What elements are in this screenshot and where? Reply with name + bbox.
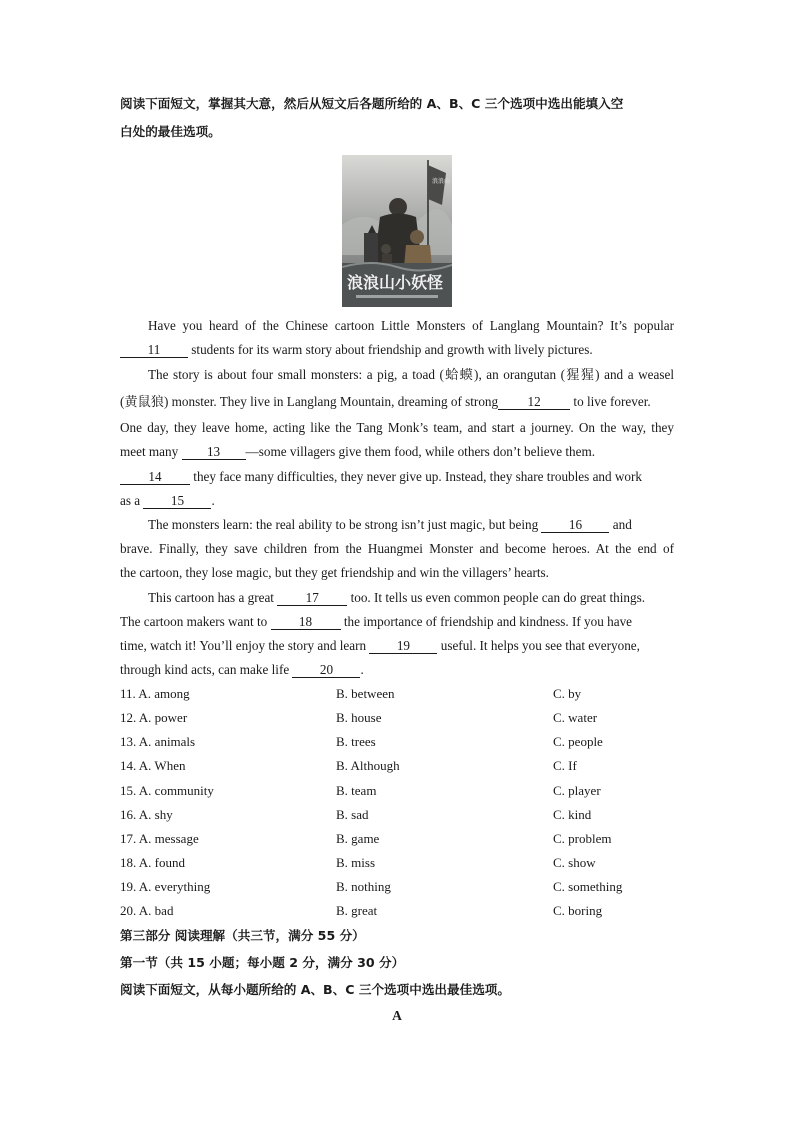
passage-text: meet many (120, 444, 182, 459)
option-18-a[interactable]: 18. A. found (120, 855, 185, 870)
option-19-b[interactable]: B. nothing (336, 879, 391, 894)
passage-p2-line-5 (120, 468, 674, 486)
option-17-a[interactable]: 17. A. message (120, 831, 199, 846)
passage-text: useful. It helps you see that everyone, (437, 638, 640, 653)
passage-p4-line-4 (120, 661, 674, 679)
blank-18[interactable]: 18 (271, 614, 341, 630)
option-row-14 (120, 757, 680, 775)
option-row-17 (120, 830, 680, 848)
option-15-a[interactable]: 15. A. community (120, 783, 214, 798)
passage-text: as a (120, 493, 144, 508)
cartoon-poster-image (342, 155, 452, 307)
option-17-c[interactable]: C. problem (553, 831, 612, 846)
blank-15[interactable]: 15 (143, 493, 211, 509)
blank-11[interactable]: 11 (120, 342, 188, 358)
passage-text: students for its warm story about friendship and growth with lively pictures. (188, 342, 593, 357)
passage-p2-line-2 (120, 393, 674, 411)
option-20-c[interactable]: C. boring (553, 903, 603, 918)
option-13-c[interactable]: C. people (553, 734, 603, 749)
passage-text: through kind acts, can make life (120, 662, 293, 677)
blank-16[interactable]: 16 (541, 517, 609, 533)
passage-p4-line-1 (148, 589, 674, 607)
passage-letter-heading: A (392, 1008, 402, 1023)
passage-p2-line-4 (120, 443, 674, 461)
poster-sign-text: 浪浪山 (432, 178, 451, 185)
option-11-c[interactable]: C. by (553, 686, 582, 701)
option-13-b[interactable]: B. trees (336, 734, 376, 749)
passage-text: The cartoon makers want to (120, 614, 271, 629)
blank-19[interactable]: 19 (369, 638, 437, 654)
option-19-c[interactable]: C. something (553, 879, 623, 894)
option-row-16 (120, 806, 680, 824)
option-12-a[interactable]: 12. A. power (120, 710, 188, 725)
blank-17[interactable]: 17 (277, 590, 347, 606)
passage-text: to live forever. (570, 394, 651, 409)
option-14-a[interactable]: 14. A. When (120, 758, 186, 773)
passage-p2-line-3: One day, they leave home, acting like the Tang Monk’s team, and start a journey. On the way, they (120, 420, 674, 435)
option-18-b[interactable]: B. miss (336, 855, 376, 870)
passage-p2-line-6 (120, 492, 674, 510)
option-16-b[interactable]: B. sad (336, 807, 369, 822)
instruction-line-2: 白处的最佳选项。 (120, 124, 221, 139)
poster-illustration (342, 155, 452, 307)
option-11-b[interactable]: B. between (336, 686, 395, 701)
blank-12[interactable]: 12 (498, 394, 570, 410)
passage-p2-line-1: The story is about four small monsters: a pig, a toad (蛤蟆), an orangutan (猩猩) and a weasel (148, 367, 674, 382)
passage-p3-line-2: brave. Finally, they save children from the Huangmei Monster and become heroes. At the end of (120, 541, 674, 556)
passage-text: they face many difficulties, they never give up. Instead, they share troubles and work (190, 469, 643, 484)
option-20-b[interactable]: B. great (336, 903, 378, 918)
passage-p3-line-3: the cartoon, they lose magic, but they get friendship and win the villagers’ hearts. (120, 565, 549, 580)
option-row-18 (120, 854, 680, 872)
option-20-a[interactable]: 20. A. bad (120, 903, 174, 918)
option-row-15 (120, 782, 680, 800)
passage-text: —some villagers give them food, while others don’t believe them. (245, 444, 596, 459)
passage-text: too. It tells us even common people can do great things. (347, 590, 646, 605)
option-15-c[interactable]: C. player (553, 783, 601, 798)
option-14-b[interactable]: B. Although (336, 758, 400, 773)
passage-text: . (211, 493, 215, 508)
passage-text: (黄鼠狼) monster. They live in Langlang Mountain, dreaming of strong (120, 394, 499, 409)
option-row-12 (120, 709, 680, 727)
option-18-c[interactable]: C. show (553, 855, 596, 870)
option-11-a[interactable]: 11. A. among (120, 686, 190, 701)
passage-text: the importance of friendship and kindness. If you have (340, 614, 633, 629)
option-12-b[interactable]: B. house (336, 710, 382, 725)
option-row-11 (120, 685, 680, 703)
passage-text: . (360, 662, 364, 677)
option-15-b[interactable]: B. team (336, 783, 377, 798)
instruction-line-1: 阅读下面短文，掌握其大意，然后从短文后各题所给的 A、B、C 三个选项中选出能填入空 (120, 96, 624, 111)
section1-heading: 第一节（共 15 小题；每小题 2 分，满分 30 分） (120, 955, 405, 970)
option-12-c[interactable]: C. water (553, 710, 598, 725)
option-13-a[interactable]: 13. A. animals (120, 734, 196, 749)
passage-text: This cartoon has a great (148, 590, 278, 605)
option-row-20 (120, 902, 680, 920)
option-19-a[interactable]: 19. A. everything (120, 879, 211, 894)
section1-instruction: 阅读下面短文，从每小题所给的 A、B、C 三个选项中选出最佳选项。 (120, 982, 510, 997)
option-17-b[interactable]: B. game (336, 831, 380, 846)
option-row-19 (120, 878, 680, 896)
passage-p4-line-3 (120, 637, 674, 655)
passage-text: time, watch it! You’ll enjoy the story and learn (120, 638, 370, 653)
passage-p1-line-2 (120, 341, 674, 359)
part3-heading: 第三部分 阅读理解（共三节，满分 55 分） (120, 928, 365, 943)
passage-p1-line-1: Have you heard of the Chinese cartoon Little Monsters of Langlang Mountain? It’s popular (148, 318, 674, 333)
poster-title-text: 浪浪山小妖怪 (347, 273, 444, 292)
passage-p4-line-2 (120, 613, 674, 631)
passage-text: The monsters learn: the real ability to be strong isn’t just magic, but being (148, 517, 542, 532)
option-16-a[interactable]: 16. A. shy (120, 807, 173, 822)
blank-13[interactable]: 13 (182, 444, 246, 460)
passage-text: and (609, 517, 632, 532)
blank-14[interactable]: 14 (120, 469, 190, 485)
option-row-13 (120, 733, 680, 751)
option-16-c[interactable]: C. kind (553, 807, 592, 822)
passage-p3-line-1 (148, 516, 674, 534)
option-14-c[interactable]: C. If (553, 758, 577, 773)
blank-20[interactable]: 20 (292, 662, 360, 678)
